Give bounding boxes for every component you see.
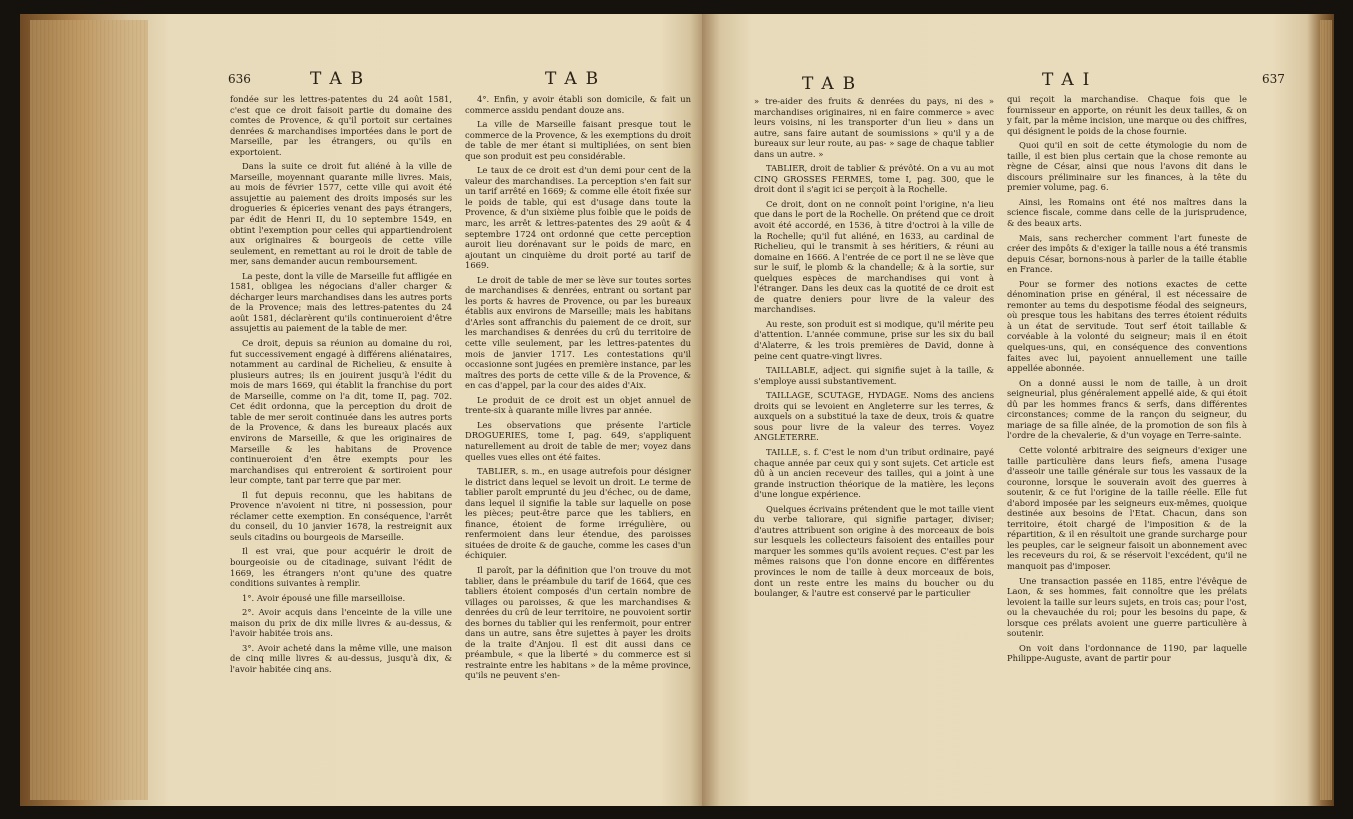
paragraph: Les observations que présente l'article DROGUERIES, tome I, pag. 649, s'appliquent naturellement au droit de table de mer; voyez dans quelles vues elles ont été faites. xyxy=(465,419,691,462)
right-running-head-1: TAB xyxy=(802,74,865,94)
paragraph: On a donné aussi le nom de taille, à un droit seigneurial, plus généralement appellé aide, & qui étoit dû par les hommes francs & serfs, dans différentes circonstances; comme de la rançon du seigneur, du mariage de sa fille aînée, de la promotion de son fils à l'ordre de la chevalerie, & d'un voyage en Terre-sainte. xyxy=(1007,377,1247,441)
left-column-2 xyxy=(465,94,691,794)
right-page-edges xyxy=(1320,20,1332,800)
paragraph: TABLIER, s. m., en usage autrefois pour désigner le district dans lequel se levoit un droit. Le terme de tablier paroît emprunté du jeu d'échec, ou de dame, dans lequel il signifie la table sur laquelle on pose les pièces; peut-être parce que les tabliers, en finance, étoient de forme irrégulière, ou renfermoient dans leur étendue, des paroisses situées de droite & de gauche, comme les cases d'un échiquier. xyxy=(465,466,691,561)
right-page-number: 637 xyxy=(1262,72,1285,86)
left-running-head-1: TAB xyxy=(310,69,373,89)
paragraph: Le droit de table de mer se lève sur toutes sortes de marchandises & denrées, entrant ou sortant par les ports & havres de Provence, ou par les bureaux établis aux environs de Marseille; mais les habitans d'Arles sont affranchis du paiement de ce droit, sur les marchandises & denrées du crû du territoire de cette ville seulement, par les lettres-patentes du mois de janvier 1717. Les contestations qu'il occasionne sont jugées en première instance, par les maîtres des ports de cette ville & de la Provence, & en cas d'appel, par la cour des aides d'Aix. xyxy=(465,274,691,391)
paragraph: TAILLE, s. f. C'est le nom d'un tribut ordinaire, payé chaque année par ceux qui y sont sujets. Cet article est dû à un ancien receveur des tailles, qui a joint à une grande instruction théorique de la matière, les leçons d'une longue expérience. xyxy=(754,446,994,500)
paragraph: » tre-aider des fruits & denrées du pays, ni des » marchandises originaires, ni en faire commerce » avec leurs voisins, ni les transporter d'un lieu » dans un autre, sans faire autant de soumissions » qu'il y a de bureaux sur leur route, au pas- » sage de chaque tablier dans un autre. » xyxy=(754,96,994,159)
paragraph: TAILLAGE, SCUTAGE, HYDAGE. Noms des anciens droits qui se levoient en Angleterre sur les terres, & auxquels on a substitué la taxe de deux, trois & quatre sous pour livre de la valeur des terres. Voyez ANGLETERRE. xyxy=(754,390,994,443)
paragraph: 3°. Avoir acheté dans la même ville, une maison de cinq mille livres & au-dessus, jusqu'à dix, & l'avoir habitée cinq ans. xyxy=(230,642,452,674)
paragraph: La ville de Marseille faisant presque tout le commerce de la Provence, & les exemptions du droit de table de mer étant si multipliées, on sent bien que son produit est peu considérable. xyxy=(465,119,691,161)
paragraph: Ce droit, dont on ne connoît point l'origine, n'a lieu que dans le port de la Rochelle. On prétend que ce droit avoit été accordé, en 1536, à titre d'octroi à la ville de la Rochelle; qu'il fut aliéné, en 1633, au cardinal de Richelieu, qui le transmit à ses héritiers, & réuni au domaine en 1666. A l'entrée de ce port il ne se lève que sur le suif, le plomb & la chandelle; & à la sortie, sur quelques espèces de marchandises qui vont à l'étranger. Dans les deux cas la quotité de ce droit est de quatre deniers pour livre de la valeur des marchandises. xyxy=(754,198,994,315)
left-column-1 xyxy=(230,94,452,794)
paragraph: Mais, sans rechercher comment l'art funeste de créer des impôts & d'exiger la taille nous a été transmis depuis César, bornons-nous à parler de la taille établie en France. xyxy=(1007,232,1247,275)
paragraph: Quelques écrivains prétendent que le mot taille vient du verbe taliorare, qui signifie partager, diviser; d'autres attribuent son origine à des morceaux de bois sur lesquels les collecteurs faisoient des entailles pour marquer les sommes qu'ils avoient reçues. C'est par les mêmes raisons que l'on donne encore en différentes provinces le nom de taille à deux morceaux de bois, dont un reste entre les mains du boucher ou du boulanger, & l'autre est conservé par le particulier xyxy=(754,503,994,599)
paragraph: 4°. Enfin, y avoir établi son domicile, & fait un commerce assidu pendant douze ans. xyxy=(465,94,691,115)
right-page xyxy=(702,14,1334,806)
paragraph: TABLIER, droit de tablier & prévôté. On a vu au mot CINQ GROSSES FERMES, tome I, pag. 300, que le droit dont il s'agit ici se perçoit à la Rochelle. xyxy=(754,163,994,195)
right-running-head-2: TAI xyxy=(1042,70,1099,90)
paragraph: Une transaction passée en 1185, entre l'évêque de Laon, & ses hommes, fait connoître que les prélats levoient la taille sur leurs sujets, en trois cas; pour l'ost, ou la chevauchée du roi; pour les besoins du pape, & lorsque ces prélats avoient une guerre particulière à soutenir. xyxy=(1007,575,1247,639)
paragraph: qui reçoit la marchandise. Chaque fois que le fournisseur en apporte, on réunit les deux tailles, & on y fait, par la même incision, une marque ou des chiffres, qui désignent le poids de la chose fournie. xyxy=(1007,94,1247,136)
paragraph: Ce droit, depuis sa réunion au domaine du roi, fut successivement engagé à différens aliénataires, notamment au cardinal de Richelieu, & ensuite à plusieurs autres; ils en jouirent jusqu'à l'édit du mois de mars 1669, qui établit la franchise du port de Marseille, comme on l'a dit, tome II, pag. 702. Cet édit ordonna, que la perception du droit de table de mer seroit continuée dans les autres ports de la Provence, & dans les bureaux placés aux environs de Marseille, & que les originaires de Marseille & les habitans de Provence continueroient d'en être exempts pour les marchandises qui entreroient & sortiroient pour leur compte, tant par terre que par mer. xyxy=(230,338,452,486)
paragraph: fondée sur les lettres-patentes du 24 août 1581, c'est que ce droit faisoit partie du domaine des comtes de Provence, & qu'il portoit sur certaines denrées & marchandises importées dans le port de Marseille, par les étrangers, ou qu'ils en exportoient. xyxy=(230,94,452,157)
paragraph: La peste, dont la ville de Marseille fut affligée en 1581, obligea les négocians d'aller charger & décharger leurs marchandises dans les autres ports de la Provence; mais des lettres-patentes du 24 août 1581, déclarèrent qu'ils continueroient d'être assujettis au paiement de la table de mer. xyxy=(230,270,452,334)
paragraph: On voit dans l'ordonnance de 1190, par laquelle Philippe-Auguste, avant de partir pour xyxy=(1007,642,1247,664)
left-page xyxy=(20,14,712,806)
paragraph: Le taux de ce droit est d'un demi pour cent de la valeur des marchandises. La perception s'en fait sur un tarif arrêté en 1669; & comme elle étoit fixée sur le poids de table, qui est d'usage dans toute la Provence, & d'un sixième plus foible que le poids de marc, les arrêt & lettres-patentes des 29 août & 4 septembre 1724 ont ordonné que cette perception auroit lieu dorénavant sur le poids de marc, en ajoutant un cinquième du droit porté au tarif de 1669. xyxy=(465,165,691,271)
open-book xyxy=(20,14,1334,806)
paragraph: Dans la suite ce droit fut aliéné à la ville de Marseille, moyennant quarante mille livres. Mais, au mois de février 1577, cette ville qui avoit été assujettie au paiement des droits imposés sur les drogueries & épiceries venant des pays étrangers, par édit de Henri II, du 10 septembre 1549, en obtint l'exemption pour celles qui appartiendroient aux originaires & bourgeois de cette ville seulement, en remettant au roi le droit de table de mer, sans demander aucun remboursement. xyxy=(230,161,452,267)
left-page-edges xyxy=(30,20,148,800)
left-running-head-2: TAB xyxy=(545,69,608,89)
right-column-2 xyxy=(1007,94,1247,794)
paragraph: Au reste, son produit est si modique, qu'il mérite peu d'attention. L'année commune, prise sur les six du bail d'Alaterre, & les trois premières de David, donne à peine cent quatre-vingt livres. xyxy=(754,318,994,361)
paragraph: Cette volonté arbitraire des seigneurs d'exiger une taille particulière dans leurs fiefs, amena l'usage d'asseoir une taille générale sur tous les vassaux de la couronne, lorsque le souverain avoit des guerres à soutenir, & ce fut l'origine de la taille réelle. Elle fut d'abord imposée par les seigneurs eux-mêmes, quoique destinée aux besoins de l'Etat. Chacun, dans son territoire, étoit chargé de l'imposition & de la répartition, & il en résultoit une grande surcharge pour les peuples, car le seigneur faisoit un abonnement avec les receveurs du roi, & se réservoit l'excédent, qu'il ne manquoit pas d'imposer. xyxy=(1007,444,1247,571)
paragraph: 1°. Avoir épousé une fille marseilloise. xyxy=(242,592,406,603)
right-column-1 xyxy=(754,96,994,796)
paragraph: Le produit de ce droit est un objet annuel de trente-six à quarante mille livres par année. xyxy=(465,394,691,416)
paragraph: 2°. Avoir acquis dans l'enceinte de la ville une maison du prix de dix mille livres & au-dessus, & l'avoir habitée trois ans. xyxy=(230,607,452,639)
paragraph: Il est vrai, que pour acquérir le droit de bourgeoisie ou de citadinage, suivant l'édit de 1669, les étrangers n'ont qu'une des quatre conditions suivantes à remplir. xyxy=(230,546,452,589)
paragraph: Il fut depuis reconnu, que les habitans de Provence n'avoient ni titre, ni possession, pour réclamer cette exemption. En conséquence, l'arrêt du conseil, du 10 janvier 1678, la restreignit aux seuls citadins ou bourgeois de Marseille. xyxy=(230,489,452,542)
left-page-number: 636 xyxy=(228,72,251,86)
paragraph: Il paroît, par la définition que l'on trouve du mot tablier, dans le préambule du tarif de 1664, que ces tabliers étoient composés d'un certain nombre de villages ou paroisses, & que les marchandises & denrées du crû de leur territoire, ne pouvoient sortir des bornes du tablier qui les renfermoit, pour entrer dans un autre, sans être sujettes à payer les droits de la traite d'Anjou. Il est dit aussi dans ce préambule, « que la liberté » du commerce est si restrainte entre les habitans » de la même province, qu'ils ne peuvent s'en- xyxy=(465,564,691,681)
paragraph: Quoi qu'il en soit de cette étymologie du nom de taille, il est bien plus certain que la chose remonte au règne de César, ainsi que nous l'avons dit dans le discours préliminaire sur les finances, à la tête du premier volume, pag. 6. xyxy=(1007,140,1247,193)
paragraph: TAILLABLE, adject. qui signifie sujet à la taille, & s'employe aussi substantivement. xyxy=(754,365,994,386)
paragraph: Pour se former des notions exactes de cette dénomination prise en général, il est nécessaire de remonter au tems du despotisme féodal des seigneurs, où presque tous les habitans des terres étoient réduits à un état de servitude. Tout serf étoit taillable & corvéable à la volonté du seigneur; mais il en étoit quelques-uns, qui, en conséquence des conventions faites avec lui, payoient annuellement une taille appellée abonnée. xyxy=(1007,278,1247,374)
paragraph: Ainsi, les Romains ont été nos maîtres dans la science fiscale, comme dans celle de la jurisprudence, & des beaux arts. xyxy=(1007,196,1247,229)
